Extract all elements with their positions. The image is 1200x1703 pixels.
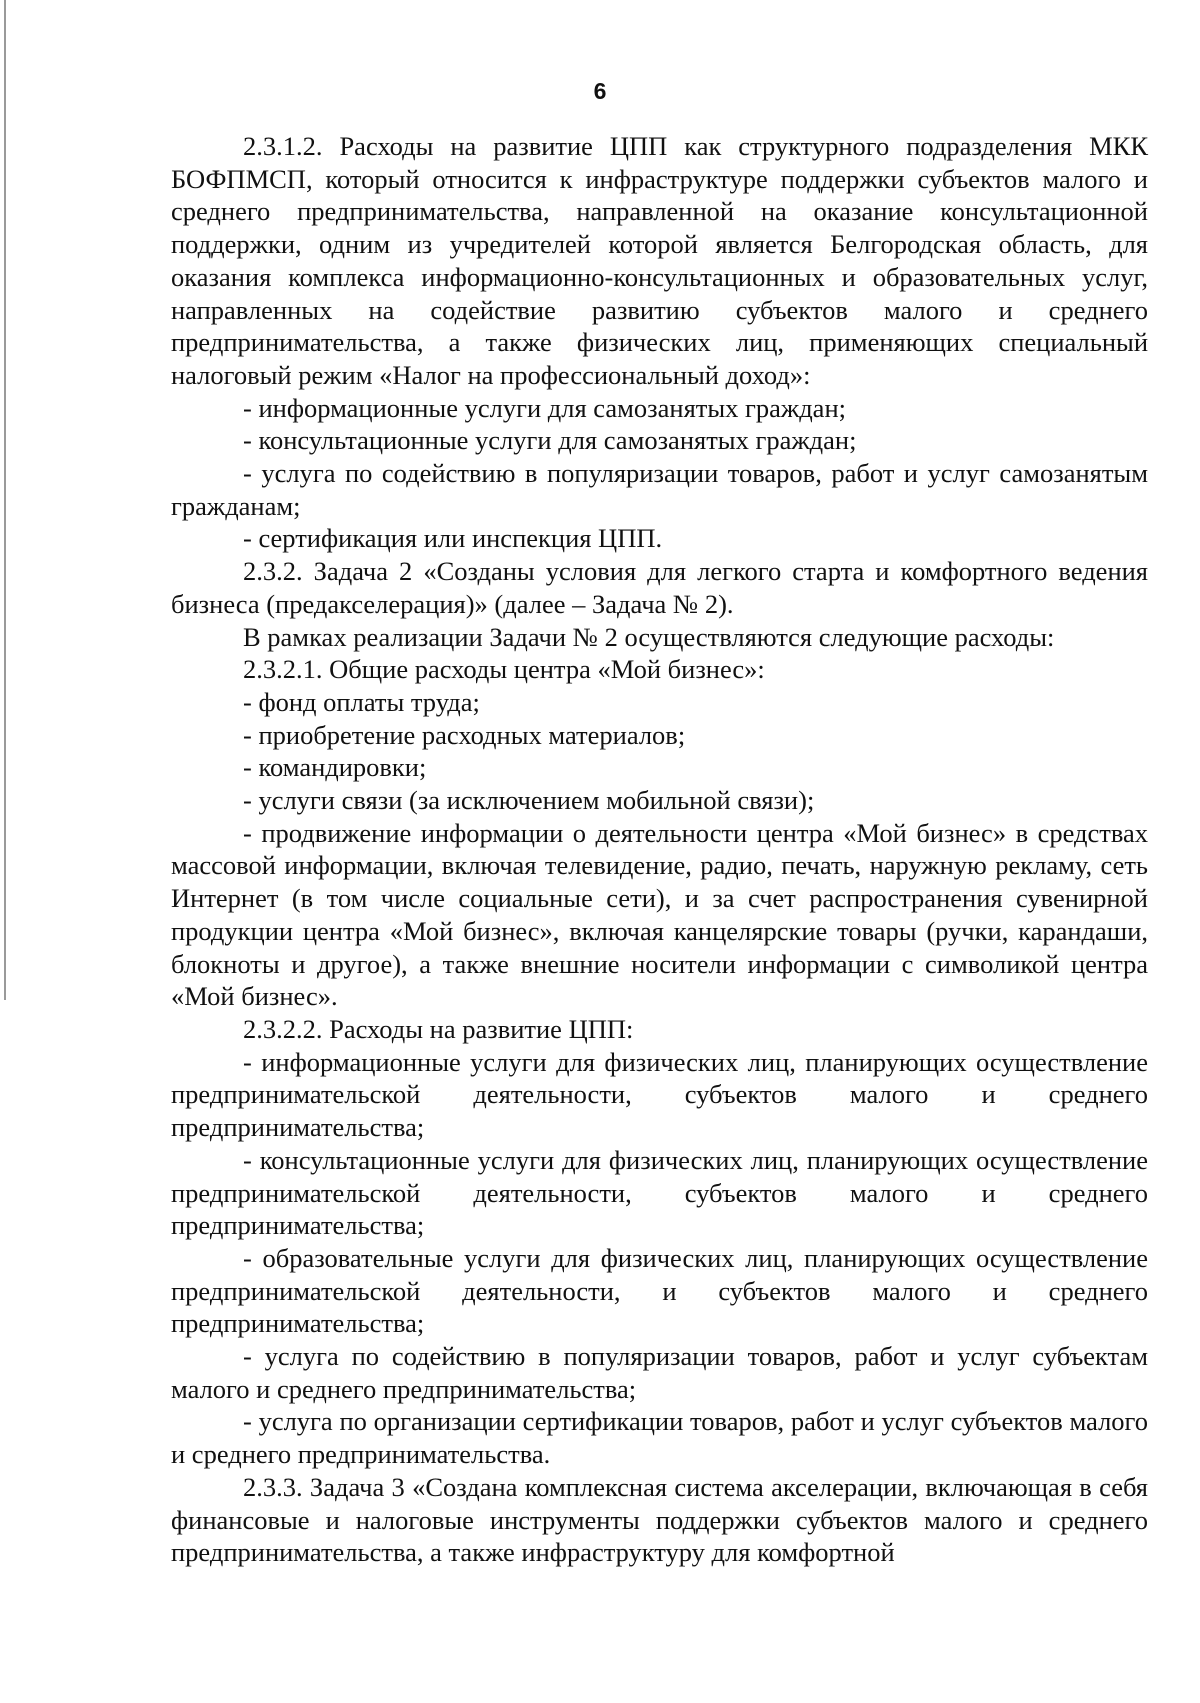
list-item: - командировки;: [243, 752, 427, 783]
list-item: - фонд оплаты труда;: [243, 686, 480, 717]
paragraph: 2.3.3. Задача 3 «Создана комплексная система акселерации, включающая в себя финансовые и налоговые инструменты поддержки субъектов малого и среднего предпринимательства, а также инфраструктуру для комфортной: [171, 1471, 1148, 1568]
page-left-edge: [4, 0, 6, 1000]
list-item: - консультационные услуги для самозанятых граждан;: [243, 425, 857, 456]
list-item: - информационные услуги для физических лиц, планирующих осуществление предпринимательской деятельности, субъектов малого и среднего предпринимательства;: [171, 1046, 1148, 1143]
list-item: - приобретение расходных материалов;: [243, 719, 686, 750]
document-body: [171, 130, 1148, 1569]
list-item: - образовательные услуги для физических лиц, планирующих осуществление предпринимательской деятельности, и субъектов малого и среднего предпринимательства;: [171, 1242, 1148, 1339]
paragraph: 2.3.2. Задача 2 «Созданы условия для легкого старта и комфортного ведения бизнеса (предакселерация)» (далее – Задача № 2).: [171, 556, 1148, 619]
list-item: - консультационные услуги для физических лиц, планирующих осуществление предпринимательской деятельности, субъектов малого и среднего предпринимательства;: [171, 1144, 1148, 1241]
paragraph: 2.3.2.1. Общие расходы центра «Мой бизнес»:: [243, 654, 765, 685]
list-item: - информационные услуги для самозанятых граждан;: [243, 392, 846, 423]
list-item: - услуга по содействию в популяризации товаров, работ и услуг самозанятым гражданам;: [171, 458, 1148, 521]
list-item: - услуги связи (за исключением мобильной связи);: [243, 785, 815, 816]
paragraph: В рамках реализации Задачи № 2 осуществляются следующие расходы:: [243, 621, 1055, 652]
page-number: 6: [593, 78, 607, 104]
list-item: - услуга по содействию в популяризации товаров, работ и услуг субъектам малого и среднего предпринимательства;: [171, 1341, 1148, 1404]
list-item: - продвижение информации о деятельности центра «Мой бизнес» в средствах массовой информации, включая телевидение, радио, печать, наружную рекламу, сеть Интернет (в том числе социальные сети), и за счет распространения сувенирной продукции центра «Мой бизнес», включая канцелярские товары (ручки, карандаши, блокноты и другое), а также внешние носители информации с символикой центра «Мой бизнес».: [171, 817, 1148, 1012]
paragraph: 2.3.2.2. Расходы на развитие ЦПП:: [243, 1013, 634, 1044]
paragraph: 2.3.1.2. Расходы на развитие ЦПП как структурного подразделения МКК БОФПМСП, который относится к инфраструктуре поддержки субъектов малого и среднего предпринимательства, направленной на оказание консультационной поддержки, одним из учредителей которой является Белгородская область, для оказания комплекса информационно-консультационных и образовательных услуг, направленных на содействие развитию субъектов малого и среднего предпринимательства, а также физических лиц, применяющих специальный налоговый режим «Налог на профессиональный доход»:: [171, 131, 1148, 390]
list-item: - сертификация или инспекция ЦПП.: [243, 523, 663, 554]
list-item: - услуга по организации сертификации товаров, работ и услуг субъектов малого и среднего предпринимательства.: [171, 1406, 1148, 1470]
